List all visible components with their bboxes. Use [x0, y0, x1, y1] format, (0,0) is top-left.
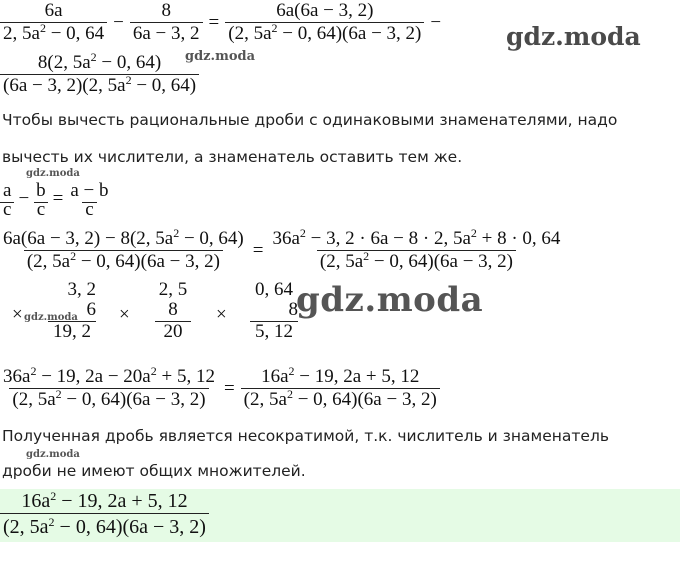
column-multiplication-3 — [250, 280, 298, 342]
multiplier: 8 — [168, 299, 178, 320]
watermark: gdz.moda — [506, 22, 641, 51]
numerator: $36a^2 - 19$, $2a - 20a^2 + 5$, 12 — [3, 364, 215, 387]
denominator: (6a − 3, 2)(2, $5a^2 - 0$, 64) — [0, 74, 199, 97]
fraction-numerator-difference — [0, 228, 247, 273]
fraction-equation-line-6 — [0, 366, 440, 411]
fraction-a-minus-b-over-c — [67, 180, 111, 217]
numerator: a − b — [70, 180, 109, 201]
denominator: 2, $5a^2 - 0$, 64 — [0, 22, 107, 45]
fraction-expanded-numerator — [269, 228, 563, 273]
numerator: 8 — [161, 0, 171, 21]
explanation-text-1: Чтобы вычесть рациональные дроби с одинаковыми знаменателями, надо — [2, 111, 618, 129]
product: 5, 12 — [255, 321, 293, 342]
fraction-combined-first — [225, 0, 424, 45]
fraction-b-over-c — [33, 180, 49, 217]
fraction-substituted — [0, 366, 218, 411]
watermark: gdz.moda — [26, 449, 80, 460]
numerator: $16a^2 - 19$, 2a + 5, 12 — [261, 364, 420, 387]
watermark: gdz.moda — [26, 168, 80, 179]
equals-sign: = — [252, 239, 264, 261]
product: 20 — [163, 321, 183, 342]
times-sign: × — [216, 304, 227, 325]
multiplicand: 0, 64 — [255, 279, 293, 300]
minus-sign: − — [113, 11, 124, 33]
numerator: a — [3, 180, 12, 201]
numerator: $16a^2 - 19$, 2a + 5, 12 — [21, 489, 188, 512]
denominator: c — [82, 202, 96, 217]
column-multiplication-2 — [155, 280, 191, 342]
watermark-large: gdz.moda — [296, 280, 484, 320]
subtraction-rule — [0, 180, 112, 217]
conclusion-text-1: Полученная дробь является несократимой, т.к. числитель и знаменатель — [2, 427, 609, 445]
answer-box — [0, 489, 680, 542]
equals-sign: = — [208, 11, 220, 33]
denominator: (2, $5a^2 - 0$, 64)(6a − 3, 2) — [24, 250, 223, 273]
fraction-equation-line-1 — [0, 0, 447, 45]
numerator: 6a — [44, 0, 63, 21]
fraction-6a-over-2-5a2 — [0, 0, 107, 45]
denominator: (2, $5a^2 - 0$, 64)(6a − 3, 2) — [225, 22, 424, 45]
minus-sign: − — [18, 187, 30, 209]
column-multiplication-1 — [48, 280, 96, 342]
denominator: (2, $5a^2 - 0$, 64)(6a − 3, 2) — [317, 250, 516, 273]
numerator: 6a(6a − 3, 2) — [276, 0, 374, 21]
denominator: (2, $5a^2 - 0$, 64)(6a − 3, 2) — [0, 513, 209, 540]
minus-sign: − — [430, 11, 442, 33]
watermark: gdz.moda — [24, 312, 78, 323]
fraction-equation-line-2 — [0, 52, 199, 97]
multiplicand: 3, 2 — [67, 279, 96, 300]
equals-sign: = — [223, 377, 235, 399]
numerator: 8(2, $5a^2 - 0$, 64) — [37, 50, 162, 73]
denominator: (2, $5a^2 - 0$, 64)(6a − 3, 2) — [9, 388, 208, 411]
answer-fraction — [0, 489, 209, 540]
equals-sign: = — [52, 187, 64, 209]
denominator: c — [34, 202, 48, 217]
multiplier: 8 — [288, 299, 298, 320]
fraction-combined-second — [0, 52, 199, 97]
numerator: b — [36, 180, 46, 201]
denominator: c — [0, 202, 14, 217]
times-sign: × — [12, 304, 23, 325]
watermark: gdz.moda — [185, 49, 256, 64]
times-sign: × — [119, 304, 130, 325]
denominator: 6a − 3, 2 — [130, 22, 203, 45]
multiplicand: 2, 5 — [158, 279, 188, 300]
multiplier: 6 — [86, 299, 96, 320]
denominator: (2, $5a^2 - 0$, 64)(6a − 3, 2) — [241, 388, 440, 411]
product: 19, 2 — [53, 321, 91, 342]
fraction-equation-line-4 — [0, 228, 563, 273]
numerator: 6a(6a − 3, 2) − 8(2, $5a^2 - 0$, 64) — [3, 226, 244, 249]
fraction-8-over-6a — [130, 0, 203, 45]
explanation-text-2: вычесть их числители, а знаменатель оставить тем же. — [2, 148, 463, 166]
fraction-a-over-c — [0, 180, 14, 217]
conclusion-text-2: дроби не имеют общих множителей. — [2, 462, 306, 480]
answer-fraction-wrap — [0, 489, 209, 540]
numerator: $36a^2 - 3$, 2 · 6a − 8 · 2, $5a^2 + 8 \cdot 0$, 64 — [272, 226, 561, 249]
fraction-simplified — [241, 366, 440, 411]
